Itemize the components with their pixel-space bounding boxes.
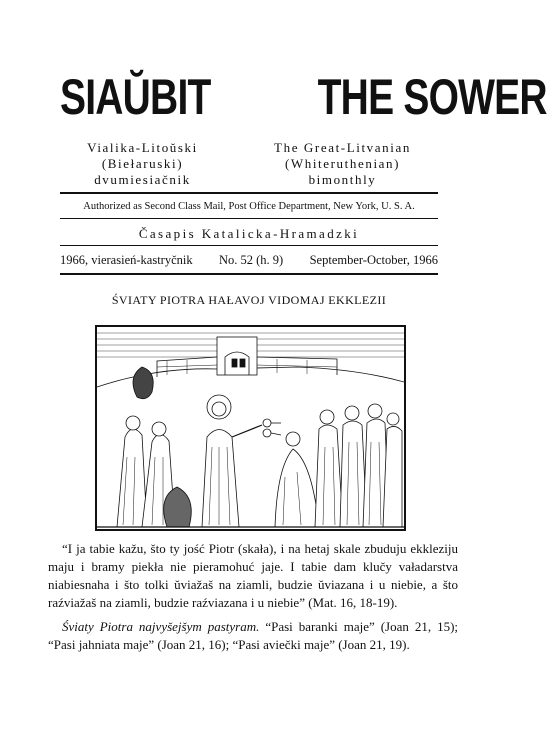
subtitles [60, 140, 440, 188]
subtitle-left-line: (Biełaruski) [101, 156, 184, 171]
subtitle-right-line: The Great-Litvanian [274, 140, 411, 155]
masthead-title-left: SIAŬBIT [60, 69, 211, 125]
rule-divider [60, 218, 438, 219]
issue-date-local: 1966, vierasień-kastryčnik [60, 253, 193, 267]
engraving-illustration [95, 325, 406, 531]
subtitle-left [60, 140, 225, 188]
masthead-title-right: THE SOWER [317, 69, 547, 125]
subtitle-right-line: (Whiteruthenian) [284, 156, 401, 171]
caption-text: “Pasi baranki maje” (Joan 21, 15); “Pasi jahniata maje” (Joan 21, 16); “Pasi aviečki maje” (Joan 21, 19). [48, 619, 459, 652]
caption-paragraph [48, 618, 458, 654]
christ-giving-keys-icon [97, 327, 404, 529]
article-headline: ŚVIATY PIOTRA HAŁAVOJ VIDOMAJ EKKLEZII [111, 293, 387, 307]
subtitle-left-line: Vialika-Litoŭski [87, 140, 198, 155]
body-text [48, 540, 458, 654]
masthead [60, 69, 547, 125]
subtitle-right-line: bimonthly [308, 172, 377, 187]
rule-bottom [60, 273, 438, 275]
authorization-line: Authorized as Second Class Mail, Post Office Department, New York, U. S. A. [83, 201, 415, 212]
scripture-quote: “I ja tabie kažu, što ty jość Piotr (skała), i na hetaj skale zbuduju ekkleziju maju i bramy piekła nie pieramohuć jaje. I tabie dam klučy vaładarstva niabiesnaha i što tolki ŭviažaš na ziamli, budzie ŭviazana i u niebie, a što raźviažaš na ziamli, budzie raźviazana i u niebie” (Mat. 16, 18-19). [48, 541, 458, 610]
issue-date-english: September-October, 1966 [309, 253, 438, 267]
issue-number: No. 52 (h. 9) [218, 253, 284, 267]
rule-top [60, 192, 438, 194]
subtitle-right [245, 140, 440, 188]
rule-divider [60, 245, 438, 246]
caption-title: Śviaty Piotra najvyšejšym pastyram. [62, 619, 260, 634]
subtitle-left-line: dvumiesiačnik [94, 172, 191, 187]
periodical-type: Časapis Katalicka-Hramadzki [138, 226, 360, 241]
issue-line [60, 252, 438, 268]
